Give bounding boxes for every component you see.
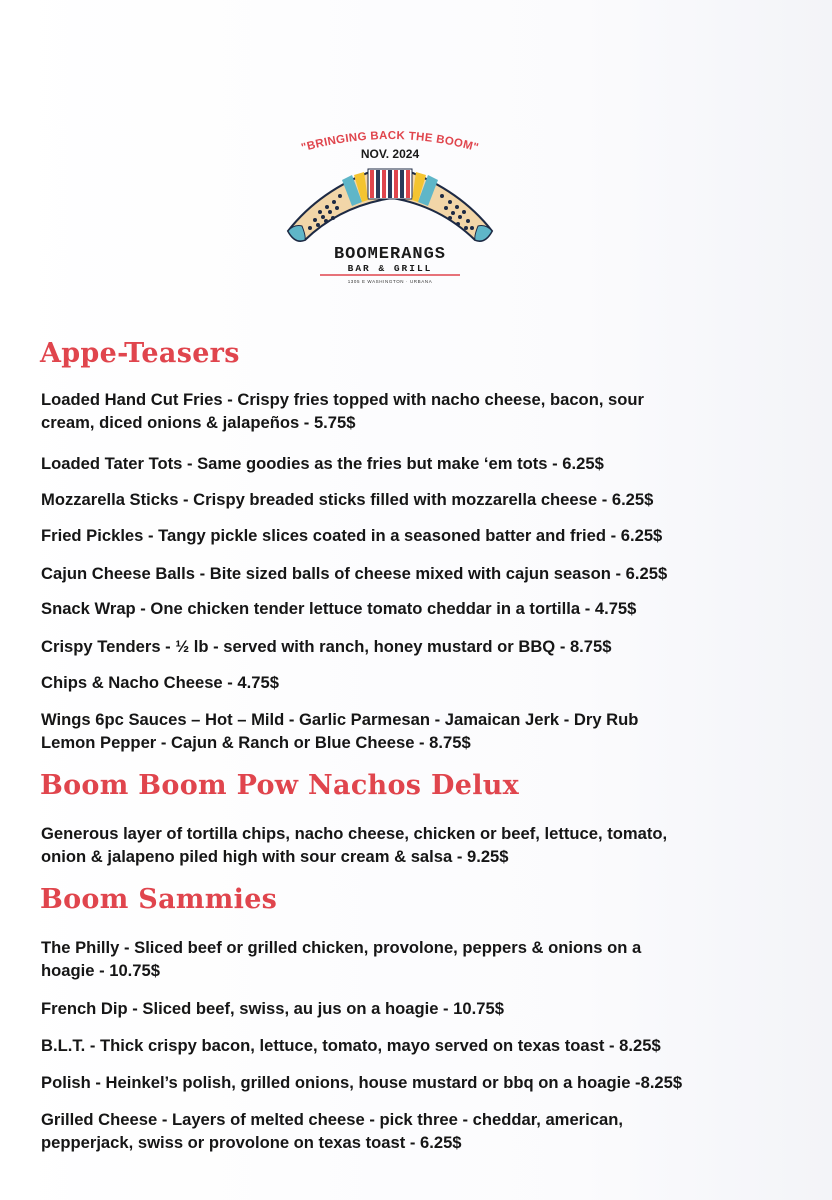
menu-item-snack-wrap: Snack Wrap - One chicken tender lettuce tomato cheddar in a tortilla - 4.75$: [41, 599, 637, 618]
logo-brand-sub: BAR & GRILL: [347, 263, 433, 274]
logo-tagline: "BRINGING BACK THE BOOM": [300, 129, 480, 155]
menu-item-loaded-fries: Loaded Hand Cut Fries - Crispy fries topped with nacho cheese, bacon, sour cream, diced onions & jalapeños - 5.75$: [41, 390, 645, 432]
menu-item-polish: Polish - Heinkel’s polish, grilled onions, house mustard or bbq on a hoagie -8.25$: [41, 1073, 683, 1092]
logo-date: NOV. 2024: [360, 147, 420, 161]
menu-item-nachos-delux: Generous layer of tortilla chips, nacho cheese, chicken or beef, lettuce, tomato, onion & jalapeno piled high with sour cream & salsa - 9.25$: [41, 824, 668, 866]
menu-item-crispy-tenders: Crispy Tenders - ½ lb - served with ranch, honey mustard or BBQ - 8.75$: [41, 637, 612, 656]
boomerang-icon: [288, 169, 492, 241]
menu-item-loaded-tots: Loaded Tater Tots - Same goodies as the fries but make ‘em tots - 6.25$: [41, 454, 604, 473]
section-title-boom-sammies: Boom Sammies: [40, 884, 278, 915]
section-title-appe-teasers: Appe-Teasers: [40, 338, 240, 369]
menu-item-grilled-cheese: Grilled Cheese - Layers of melted cheese - pick three - cheddar, american, pepperjack, swiss or provolone on texas toast - 6.25$: [41, 1110, 623, 1152]
menu-item-chips-nacho-cheese: Chips & Nacho Cheese - 4.75$: [41, 673, 279, 692]
logo-address: 1305 E WASHINGTON · URBANA: [347, 279, 433, 284]
menu-item-fried-pickles: Fried Pickles - Tangy pickle slices coated in a seasoned batter and fried - 6.25$: [41, 526, 663, 545]
menu-item-philly: The Philly - Sliced beef or grilled chicken, provolone, peppers & onions on a hoagie - 10.75$: [41, 938, 642, 980]
menu-item-wings: Wings 6pc Sauces – Hot – Mild - Garlic Parmesan - Jamaican Jerk - Dry Rub Lemon Pepper - Cajun & Ranch or Blue Cheese - 8.75$: [41, 710, 639, 752]
logo-brand-name: BOOMERANGS: [333, 245, 447, 264]
menu-item-blt: B.L.T. - Thick crispy bacon, lettuce, tomato, mayo served on texas toast - 8.25$: [41, 1036, 661, 1055]
menu-item-cajun-cheese-balls: Cajun Cheese Balls - Bite sized balls of cheese mixed with cajun season - 6.25$: [41, 564, 668, 583]
menu-item-french-dip: French Dip - Sliced beef, swiss, au jus on a hoagie - 10.75$: [41, 999, 504, 1018]
menu-item-mozzarella-sticks: Mozzarella Sticks - Crispy breaded sticks filled with mozzarella cheese - 6.25$: [41, 490, 654, 509]
boomerangs-logo: [280, 128, 500, 288]
section-title-nachos: Boom Boom Pow Nachos Delux: [40, 770, 520, 801]
